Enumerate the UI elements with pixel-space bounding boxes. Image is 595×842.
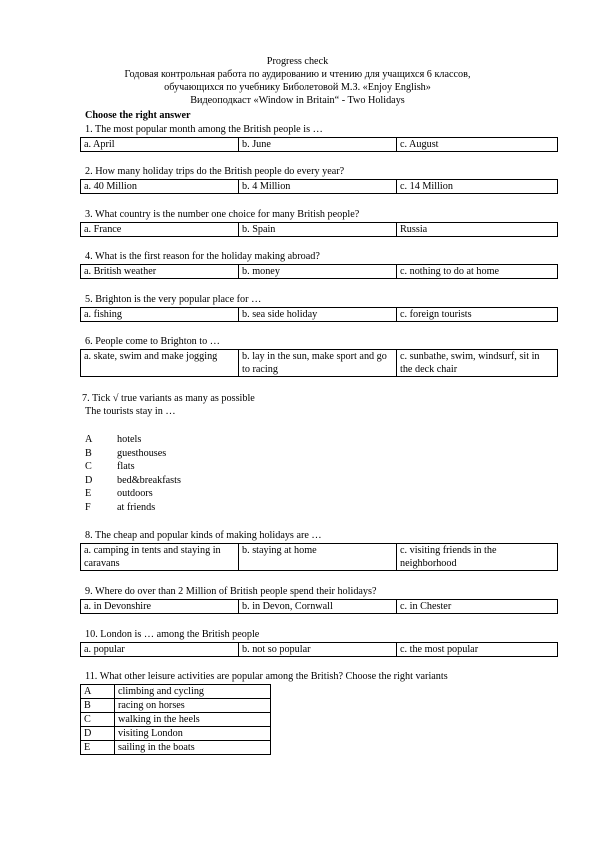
instruction-heading: Choose the right answer [85,110,191,121]
document-header [0,55,595,107]
table-row[interactable] [81,713,271,727]
item-letter: C [85,461,92,473]
answer-table-1 [80,137,558,152]
list-item[interactable] [85,447,181,461]
item-letter: C [81,713,115,727]
answer-table-6 [80,349,558,377]
item-letter: D [85,474,93,486]
option-c[interactable]: c. the most popular [397,643,558,657]
option-c[interactable]: c. 14 Million [397,180,558,194]
header-subtitle-2: обучающихся по учебнику Биболетовой М.З. «Enjoy English» [164,82,431,93]
option-c[interactable]: c. visiting friends in the neighborhood [397,544,558,571]
item-letter: E [85,488,92,500]
item-text: hotels [117,434,142,445]
tick-list [85,433,181,515]
question-8: 8. The cheap and popular kinds of making holidays are … [85,530,322,541]
question-5: 5. Brighton is the very popular place for … [85,294,262,305]
option-a[interactable]: a. April [81,138,239,152]
option-b[interactable]: b. sea side holiday [239,308,397,322]
header-subtitle-1: Годовая контрольная работа по аудированию и чтению для учащихся 6 классов, [124,69,471,80]
question-1: 1. The most popular month among the British people is … [85,124,323,135]
list-item[interactable] [85,474,181,488]
answer-table-9 [80,599,558,614]
header-title: Progress check [266,56,329,67]
answer-table-8 [80,543,558,571]
table-row[interactable] [81,741,271,755]
item-text: flats [117,461,135,473]
item-letter: A [85,434,93,445]
item-text: walking in the heels [115,713,271,727]
item-text: outdoors [117,488,153,500]
option-c[interactable]: c. in Chester [397,600,558,614]
question-11: 11. What other leisure activities are popular among the British? Choose the right variants [85,671,448,682]
answer-table-10 [80,642,558,657]
table-row[interactable] [81,685,271,699]
table-row[interactable] [81,727,271,741]
option-a[interactable]: a. skate, swim and make jogging [81,350,239,377]
question-3: 3. What country is the number one choice for many British people? [85,209,360,220]
question-10: 10. London is … among the British people [85,629,260,640]
table-row[interactable] [81,699,271,713]
option-b[interactable]: b. 4 Million [239,180,397,194]
item-text: visiting London [115,727,271,741]
option-b[interactable]: b. money [239,265,397,279]
option-a[interactable]: a. fishing [81,308,239,322]
list-item[interactable] [85,433,181,447]
item-letter: F [85,501,91,513]
item-text: climbing and cycling [115,685,271,699]
answer-table-11 [80,684,271,755]
list-item[interactable] [85,487,181,501]
option-c[interactable]: Russia [397,223,558,237]
question-4: 4. What is the first reason for the holiday making abroad? [85,251,320,262]
answer-table-2 [80,179,558,194]
question-7-prompt: The tourists stay in … [85,406,176,417]
answer-table-3 [80,222,558,237]
option-a[interactable]: a. in Devonshire [81,600,239,614]
option-c[interactable]: c. foreign tourists [397,308,558,322]
question-9: 9. Where do over than 2 Million of British people spend their holidays? [85,586,377,597]
option-a[interactable]: a. camping in tents and staying in caravans [81,544,239,571]
item-letter: D [81,727,115,741]
list-item[interactable] [85,501,181,515]
option-c[interactable]: c. nothing to do at home [397,265,558,279]
item-letter: B [85,447,92,459]
item-text: bed&breakfasts [117,474,181,486]
option-a[interactable]: a. France [81,223,239,237]
item-text: at friends [117,501,156,513]
item-letter: E [81,741,115,755]
option-a[interactable]: a. British weather [81,265,239,279]
answer-table-5 [80,307,558,322]
item-text: sailing in the boats [115,741,271,755]
item-text: racing on horses [115,699,271,713]
question-2: 2. How many holiday trips do the British people do every year? [85,166,345,177]
option-a[interactable]: a. 40 Million [81,180,239,194]
option-a[interactable]: a. popular [81,643,239,657]
option-c[interactable]: c. sunbathe, swim, windsurf, sit in the deck chair [397,350,558,377]
option-b[interactable]: b. staying at home [239,544,397,571]
option-b[interactable]: b. June [239,138,397,152]
list-item[interactable] [85,460,181,474]
option-b[interactable]: b. lay in the sun, make sport and go to racing [239,350,397,377]
item-letter: A [81,685,115,699]
question-6: 6. People come to Brighton to … [85,336,220,347]
question-7: 7. Tick √ true variants as many as possible [82,393,255,404]
answer-table-4 [80,264,558,279]
option-b[interactable]: b. Spain [239,223,397,237]
item-text: guesthouses [117,447,167,459]
option-b[interactable]: b. in Devon, Cornwall [239,600,397,614]
option-b[interactable]: b. not so popular [239,643,397,657]
item-letter: B [81,699,115,713]
header-subtitle-3: Видеоподкаст «Window in Britain“ - Two Holidays [190,95,405,106]
option-c[interactable]: c. August [397,138,558,152]
